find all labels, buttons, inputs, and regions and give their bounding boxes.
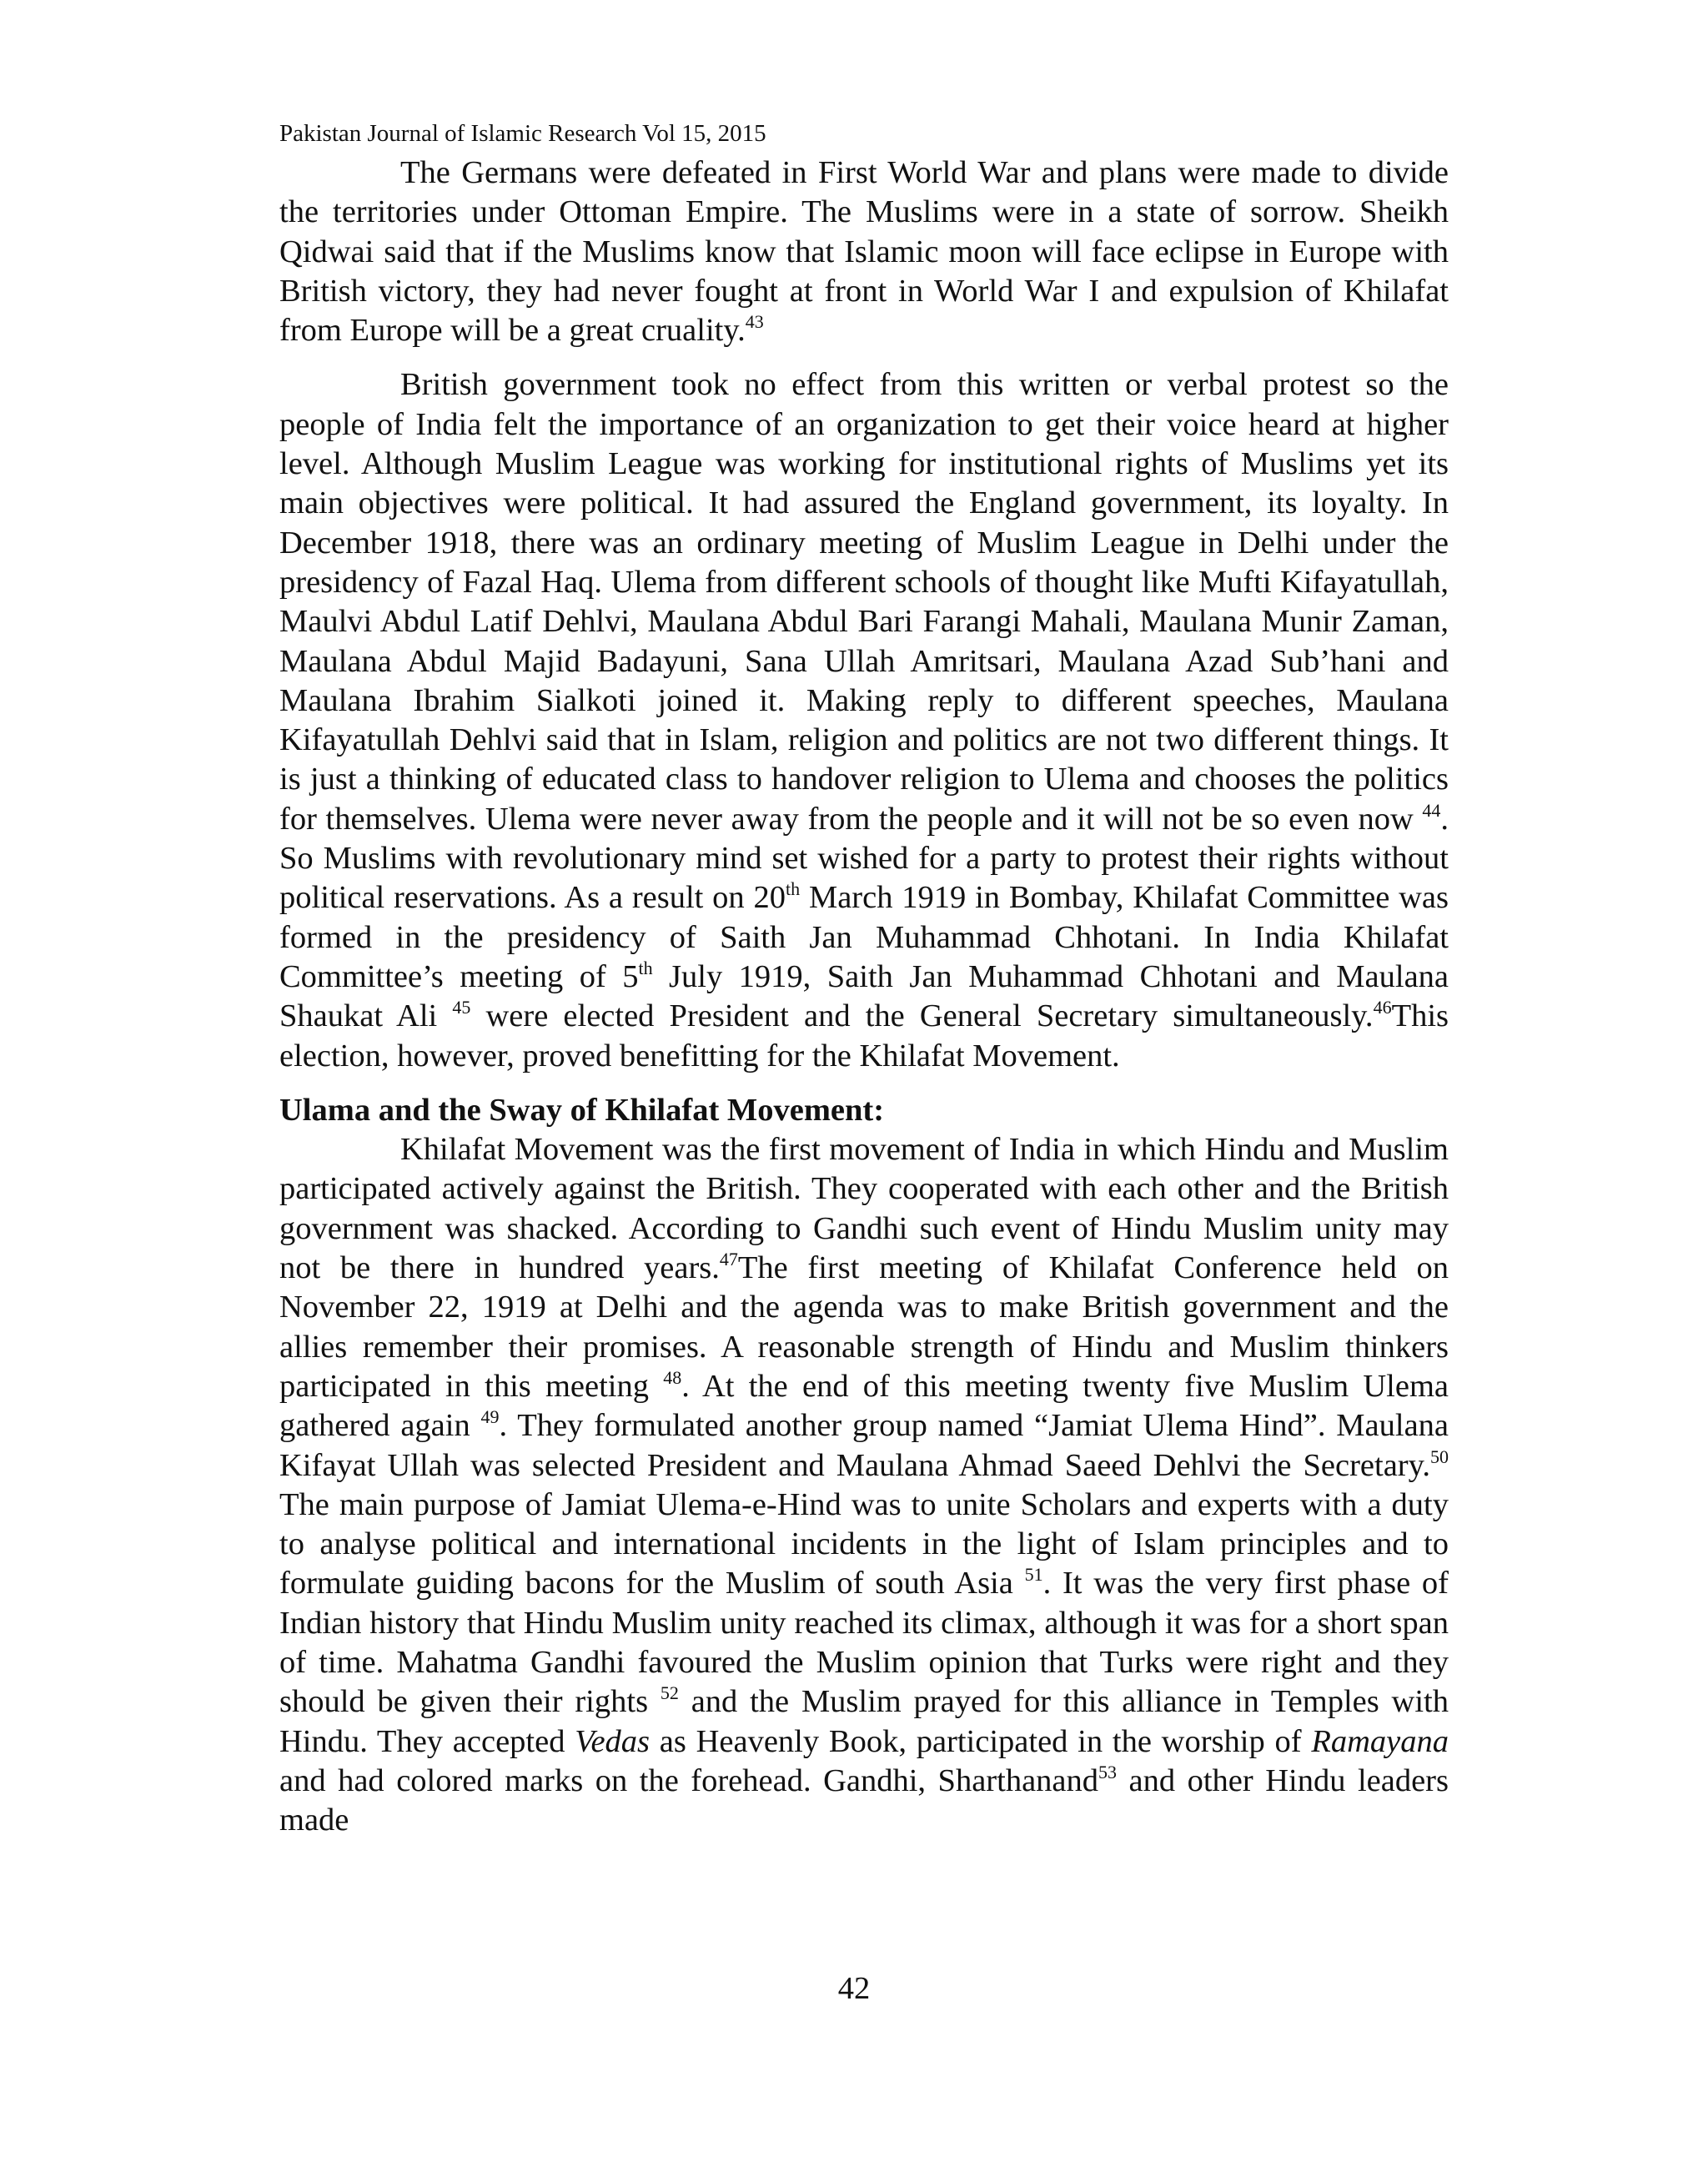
body-paragraph-1: The Germans were defeated in First World War and plans were made to divide the territories under Ottoman Empire. The Muslims were in a state of sorrow. Sheikh Qidwai said that if the Muslims know that Islamic moon will face eclipse in Europe with British victory, they had never fought at front in World War I and expulsion of Khilafat from Europe will be a great cruality.$^{43}$	[279, 155, 1449, 349]
footnote-marker: 47	[719, 1249, 738, 1270]
footnote-marker: 45	[452, 997, 471, 1018]
footnote-marker: 49	[480, 1406, 500, 1428]
footnote-marker: 43	[745, 311, 764, 333]
footnote-marker: 52	[660, 1682, 679, 1704]
footnote-marker: 50	[1430, 1445, 1449, 1467]
section-paragraph: Khilafat Movement was the first movement of India in which Hindu and Muslim participated actively against the British. They cooperated with each other and the British government was shacked. According to Gandhi such event of Hindu Muslim unity may not be there in hundred years.$^{47}$The first meeting of Khilafat Conference held on November 22, 1919 at Delhi and the agenda was to make British government and the allies remember their promises. A reasonable strength of Hindu and Muslim thinkers participated in this meeting $^{48}$. At the end of this meeting twenty five Muslim Ulema gathered again $^{49}$. They formulated another group named “Jamiat Ulema Hind”. Maulana Kifayat Ullah was selected President and Maulana Ahmad Saeed Dehlvi the Secretary.$^{50}$ The main purpose of Jamiat Ulema-e-Hind was to unite Scholars and experts with a duty to analyse political and international incidents in the light of Islam principles and to formulate guiding bacons for the Muslim of south Asia $^{51}$. It was the very first phase of Indian history that Hindu Muslim unity reached its climax, although it was for a short span of time. Mahatma Gandhi favoured the Muslim opinion that Turks were right and they should be given their rights $^{52}$ and the Muslim prayed for this alliance in Temples with Hindu. They accepted Vedas as Heavenly Book, participated in the worship of Ramayana and had colored marks on the forehead. Gandhi, Sharthanand$^{53}$ and other Hindu leaders made	[279, 1132, 1449, 1838]
body-paragraph-2: British government took no effect from this written or verbal protest so the people of India felt the importance of an organization to get their voice heard at higher level. Although Muslim League was working for institutional rights of Muslims yet its main objectives were political. It had assured the England government, its loyalty. In December 1918, there was an ordinary meeting of Muslim League in Delhi under the presidency of Fazal Haq. Ulema from different schools of thought like Mufti Kifayatullah, Maulvi Abdul Latif Dehlvi, Maulana Abdul Bari Farangi Mahali, Maulana Munir Zaman, Maulana Abdul Majid Badayuni, Sana Ullah Amritsari, Maulana Azad Sub’hani and Maulana Ibrahim Sialkoti joined it. Making reply to different speeches, Maulana Kifayatullah Dehlvi said that in Islam, religion and politics are not two different things. It is just a thinking of educated class to handover religion to Ulema and chooses the politics for themselves. Ulema were never away from the people and it will not be so even now $^{44}$. So Muslims with revolutionary mind set wished for a party to protest their rights without political reservations. As a result on 20th March 1919 in Bombay, Khilafat Committee was formed in the presidency of Saith Jan Muhammad Chhotani. In India Khilafat Committee’s meeting of 5th July 1919, Saith Jan Muhammad Chhotani and Maulana Shaukat Ali $^{45}$ were elected President and the General Secretary simultaneously.$^{46}$This election, however, proved benefitting for the Khilafat Movement.	[279, 367, 1449, 1073]
journal-page	[279, 117, 1449, 1840]
footnote-marker: 53	[1098, 1761, 1117, 1782]
footnote-marker: 51	[1024, 1564, 1043, 1586]
italic-term: Ramayana	[1311, 1723, 1449, 1759]
footnote-marker: 44	[1422, 799, 1441, 821]
italic-term: Vedas	[575, 1723, 651, 1759]
footnote-marker: 48	[663, 1366, 682, 1388]
running-head: Pakistan Journal of Islamic Research Vol 15, 2015	[279, 120, 766, 147]
footnote-marker: 46	[1373, 997, 1392, 1018]
page-number: 42	[837, 1971, 871, 2006]
footnote-marker: th	[638, 957, 653, 978]
section-heading: Ulama and the Sway of Khilafat Movement:	[279, 1092, 885, 1128]
footnote-marker: th	[786, 878, 801, 900]
